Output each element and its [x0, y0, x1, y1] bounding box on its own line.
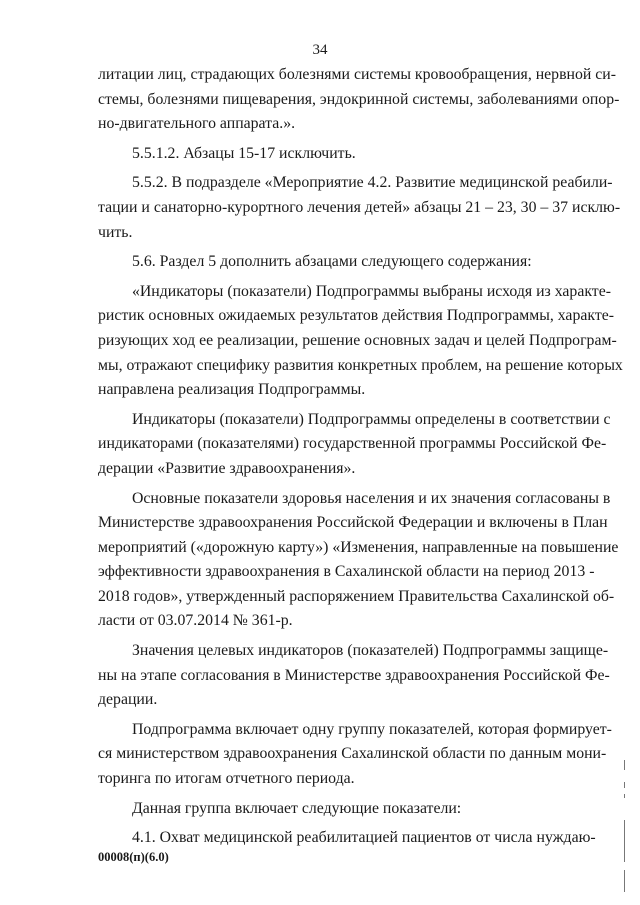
paragraph-line: ристик основных ожидаемых результатов действия Подпрограммы, характе-: [98, 307, 614, 325]
paragraph-line: Основные показатели здоровья населения и их значения согласованы в: [132, 489, 611, 507]
paragraph: [98, 171, 621, 245]
paragraph-line: дерации.: [98, 691, 158, 709]
paragraph: [98, 639, 610, 713]
paragraph-line: 5.5.2. В подразделе «Мероприятие 4.2. Развитие медицинской реабили-: [132, 174, 613, 192]
paragraph: [98, 63, 620, 137]
paragraph-line: мероприятий («дорожную карту») «Изменения, направленные на повышение: [98, 538, 619, 556]
paragraph-line: 5.5.1.2. Абзацы 15-17 исключить.: [132, 144, 356, 162]
paragraph-line: Подпрограмма включает одну группу показателей, которая формирует-: [132, 720, 612, 738]
paragraph: [98, 487, 619, 635]
paragraph: [98, 718, 612, 792]
paragraph: [98, 826, 596, 851]
paragraph-line: ризующих ход ее реализации, решение основных задач и целей Подпрограм-: [98, 331, 617, 349]
paragraph: [98, 797, 592, 822]
paragraph-line: Данная группа включает следующие показатели:: [132, 799, 462, 817]
paragraph-line: торинга по итогам отчетного периода.: [98, 770, 355, 788]
paragraph-line: чить.: [98, 223, 133, 241]
paragraph: [98, 408, 611, 482]
paragraph-line: 5.6. Раздел 5 дополнить абзацами следующего содержания:: [132, 253, 532, 271]
page-number: 34: [312, 42, 328, 58]
paragraph-line: ласти от 03.07.2014 № 361-р.: [98, 612, 293, 630]
paragraph: [98, 250, 592, 275]
margin-scan-marks: [622, 760, 630, 900]
paragraph-line: эффективности здравоохранения в Сахалинской области на период 2013 -: [98, 563, 595, 581]
paragraph-line: Министерстве здравоохранения Российской Федерации и включены в План: [98, 514, 608, 532]
paragraph-line: мы, отражают специфику развития конкретных проблем, на решение которых: [98, 356, 623, 374]
paragraph-line: но-двигательного аппарата.».: [98, 115, 296, 133]
paragraph-line: ся министерством здравоохранения Сахалинской области по данным мони-: [98, 745, 607, 763]
paragraph-line: дерации «Развитие здравоохранения».: [98, 459, 356, 477]
paragraph-line: индикаторами (показателями) государственной программы Российской Фе-: [98, 435, 607, 453]
paragraph-line: стемы, болезнями пищеварения, эндокринной системы, заболеваниями опор-: [98, 90, 620, 108]
document-body: [98, 63, 623, 851]
paragraph-line: ны на этапе согласования в Министерстве здравоохранения Российской Фе-: [98, 666, 610, 684]
paragraph-line: 2018 годов», утвержденный распоряжением Правительства Сахалинской об-: [98, 587, 615, 605]
paragraph-line: тации и санаторно-курортного лечения детей» абзацы 21 – 23, 30 – 37 исклю-: [98, 198, 621, 216]
paragraph: [98, 142, 592, 167]
paragraph-line: направлена реализация Подпрограммы.: [98, 381, 366, 399]
paragraph: [98, 280, 623, 403]
paragraph-line: 4.1. Охват медицинской реабилитацией пациентов от числа нуждаю-: [132, 829, 596, 847]
paragraph-line: Значения целевых индикаторов (показателей) Подпрограммы защище-: [132, 642, 609, 660]
paragraph-line: литации лиц, страдающих болезнями системы кровообращения, нервной си-: [98, 66, 617, 83]
paragraph-line: Индикаторы (показатели) Подпрограммы определены в соответствии с: [132, 410, 611, 428]
footer-code: 00008(п)(6.0): [98, 850, 169, 864]
paragraph-line: «Индикаторы (показатели) Подпрограммы выбраны исходя из характе-: [132, 282, 611, 300]
